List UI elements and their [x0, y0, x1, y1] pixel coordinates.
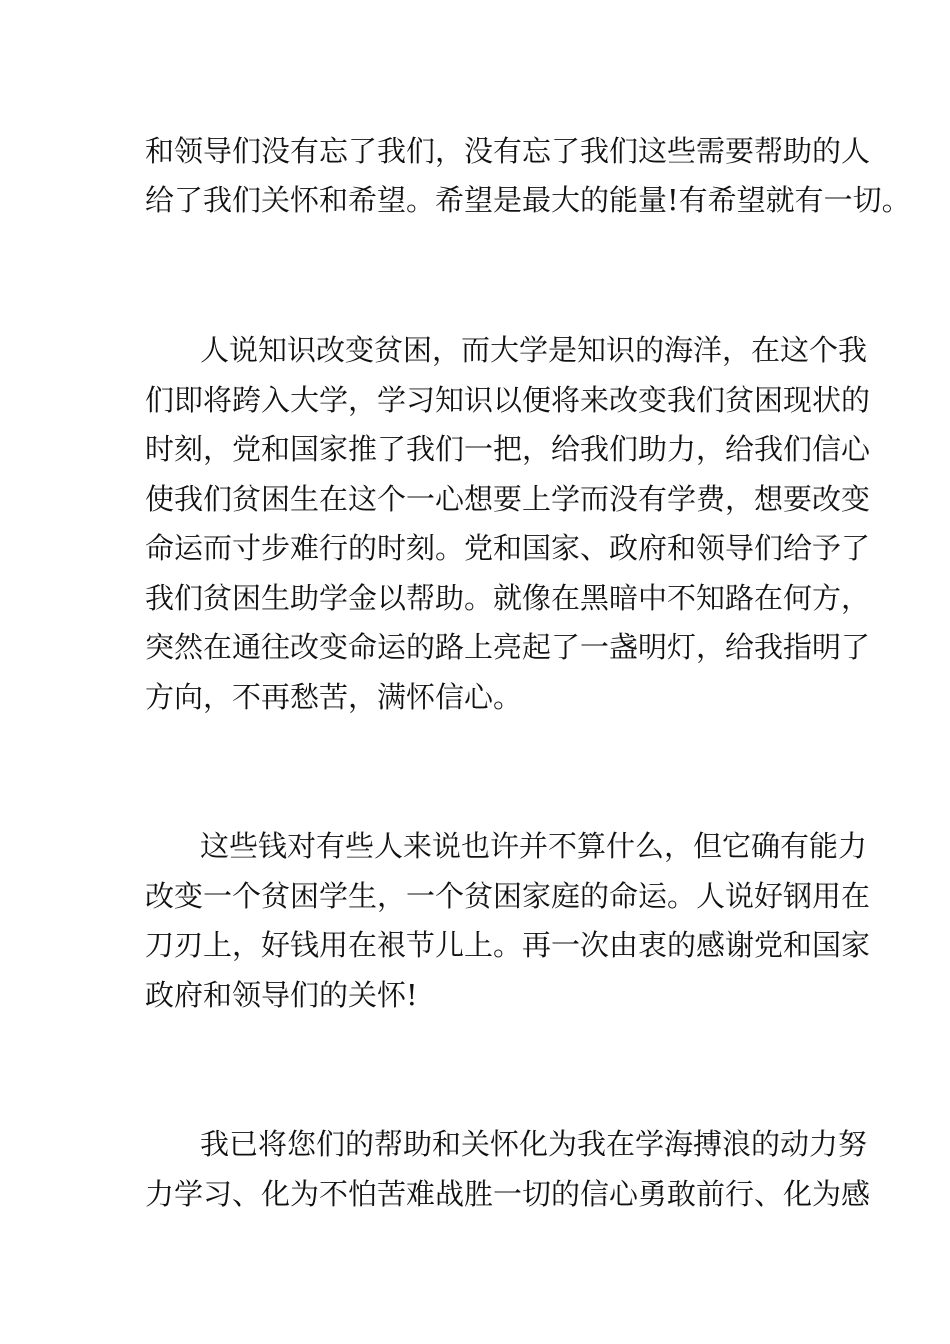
paragraph-3-line-4: 政府和领导们的关怀! — [145, 978, 418, 1012]
paragraph-3-line-2: 改变一个贫困学生，一个贫困家庭的命运。人说好钢用在 — [145, 879, 871, 913]
paragraph-2-line-8: 方向，不再愁苦，满怀信心。 — [145, 680, 523, 714]
paragraph-2-line-2: 们即将跨入大学，学习知识以便将来改变我们贫困现状的 — [145, 383, 871, 417]
paragraph-2-line-7: 突然在通往改变命运的路上亮起了一盏明灯，给我指明了 — [145, 630, 871, 664]
paragraph-4-line-1: 我已将您们的帮助和关怀化为我在学海搏浪的动力努 — [200, 1127, 868, 1161]
paragraph-2-line-3: 时刻，党和国家推了我们一把，给我们助力，给我们信心 — [145, 432, 871, 466]
paragraph-1-line-1: 和领导们没有忘了我们，没有忘了我们这些需要帮助的人 — [145, 134, 871, 168]
paragraph-3-line-1: 这些钱对有些人来说也许并不算什么，但它确有能力 — [200, 829, 868, 863]
paragraph-4-line-2: 力学习、化为不怕苦难战胜一切的信心勇敢前行、化为感 — [145, 1177, 871, 1211]
paragraph-3-line-3: 刀刃上，好钱用在裉节儿上。再一次由衷的感谢党和国家 — [145, 928, 871, 962]
paragraph-2-line-5: 命运而寸步难行的时刻。党和国家、政府和领导们给予了 — [145, 531, 871, 565]
paragraph-2-line-4: 使我们贫困生在这个一心想要上学而没有学费，想要改变 — [145, 482, 871, 516]
paragraph-2-line-6: 我们贫困生助学金以帮助。就像在黑暗中不知路在何方， — [145, 581, 871, 615]
paragraph-2-line-1: 人说知识改变贫困，而大学是知识的海洋，在这个我 — [200, 333, 868, 367]
paragraph-1-line-2: 给了我们关怀和希望。希望是最大的能量!有希望就有一切。 — [145, 183, 911, 217]
